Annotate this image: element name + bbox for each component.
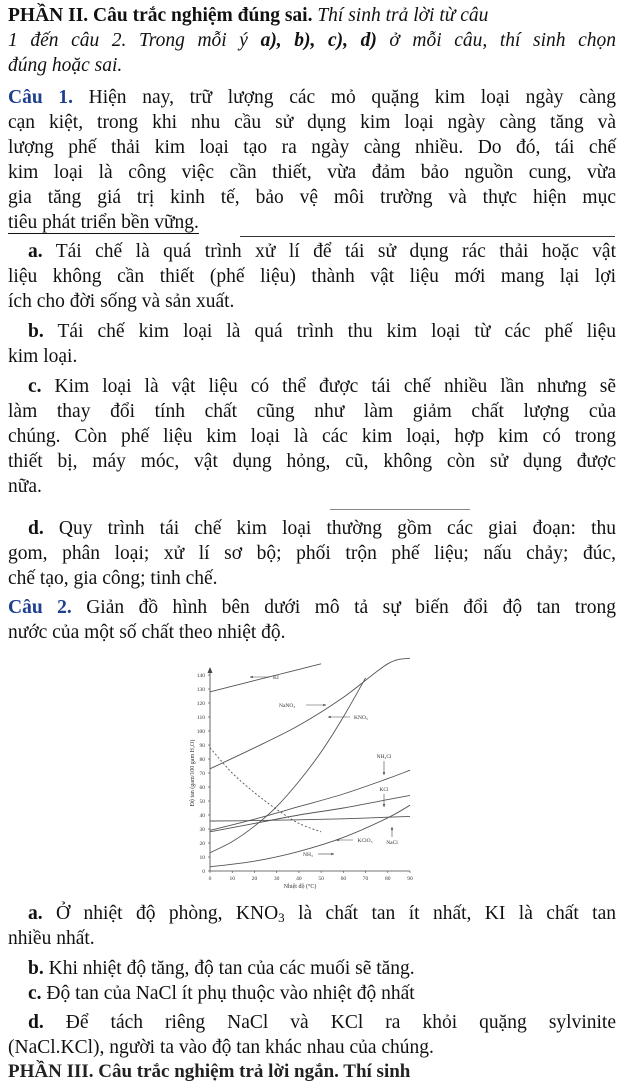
q1c-line-5: nữa. — [8, 476, 42, 497]
q2c-line — [28, 982, 616, 1006]
arrow-NaNO3-head — [323, 704, 326, 707]
x-tick-label: 20 — [251, 876, 258, 882]
x-axis-title: Nhiệt độ (°C) — [283, 884, 317, 890]
x-tick-label: 40 — [296, 876, 302, 882]
instruction-options: a), b), c), d) — [260, 30, 377, 51]
arrow-KI-head — [250, 676, 253, 679]
q2a-line-2: nhiều nhất. — [8, 928, 95, 949]
q2a-text-1: Ở nhiệt độ phòng, KNO — [42, 903, 279, 924]
x-tick-label: 60 — [340, 876, 347, 882]
q1-intro-line-5: gia tăng giá trị kinh tế, bảo vệ môi trường và thực hiện mục — [8, 187, 616, 208]
q1b-text-1: Tái chế kim loại là quá trình thu kim loại từ các phế liệu — [43, 321, 616, 342]
section-header-line-3: đúng hoặc sai. — [8, 55, 123, 76]
section-header-line-2 — [8, 29, 616, 53]
q1c-line-3: chúng. Còn phế liệu kim loại là các kim loại, hợp kim có trong — [8, 426, 616, 447]
instruction-text-end: ở mỗi câu, thí sinh chọn — [376, 30, 617, 51]
q2d-text-1: Để tách riêng NaCl và KCl ra khỏi quặng sylvinite — [43, 1012, 616, 1033]
cutoff-next-section — [8, 1061, 608, 1082]
arrow-NaCl-head — [391, 827, 394, 830]
y-tick-label: 80 — [199, 757, 205, 763]
q1-intro-line-2: cạn kiệt, trong khi nhu cầu sử dụng kim loại ngày càng tăng và — [8, 112, 616, 133]
solubility-chart — [178, 663, 418, 895]
label-NaCl: NaCl — [386, 840, 398, 846]
q2a-text-2: là chất tan ít nhất, KI là chất tan — [284, 903, 616, 924]
y-tick-label: 50 — [199, 799, 205, 805]
x-tick-label: 10 — [229, 876, 235, 882]
q1-intro-line-4: kim loại là công việc cần thiết, vừa đảm bảo nguồn cung, vừa — [8, 162, 616, 183]
q1a-text-1: Tái chế là quá trình xử lí để tái sử dụng rác thải hoặc vật — [42, 241, 616, 262]
y-tick-label: 70 — [199, 771, 205, 777]
series-line-KI — [210, 664, 321, 692]
q2c-text: Độ tan của NaCl ít phụ thuộc vào nhiệt độ nhất — [41, 983, 415, 1004]
q2-intro-text-1: Giản đồ hình bên dưới mô tả sự biến đổi độ tan trong — [71, 597, 616, 618]
y-tick-label: 110 — [196, 715, 205, 721]
q2a-line-1 — [28, 902, 616, 926]
q1-label: Câu 1. — [8, 87, 73, 108]
x-tick-label: 80 — [385, 876, 391, 882]
series-line-KCl — [210, 795, 410, 831]
q1b-line-2: kim loại. — [8, 346, 78, 367]
y-tick-label: 0 — [202, 869, 205, 875]
arrow-KCl-head — [383, 804, 386, 807]
x-tick-label: 90 — [407, 876, 413, 882]
series-line-NaCl — [210, 816, 410, 821]
y-tick-label: 10 — [199, 855, 205, 861]
q1d-text-1: Quy trình tái chế kim loại thường gồm các giai đoạn: thu — [43, 518, 616, 539]
instruction-text: 1 đến câu 2. Trong mỗi ý — [8, 30, 261, 51]
cutoff-text: PHẦN III. Câu trắc nghiệm trả lời ngắn. Thí sinh — [8, 1061, 411, 1082]
q2d-label: d. — [28, 1012, 44, 1033]
arrow-NH4Cl-head — [383, 772, 386, 775]
label-KNO3: KNO₃ — [354, 715, 368, 721]
q1b-label: b. — [28, 321, 44, 342]
q1c-line-1 — [28, 375, 616, 399]
x-tick-label: 50 — [318, 876, 324, 882]
label-KCl: KCl — [379, 787, 389, 793]
section-instruction: Thí sinh trả lời từ câu — [312, 5, 489, 26]
q2b-text: Khi nhiệt độ tăng, độ tan của các muối sẽ tăng. — [43, 958, 415, 979]
q1a-line-3: ích cho đời sống và sản xuất. — [8, 291, 235, 312]
label-KClO3: KClO₃ — [357, 838, 373, 844]
arrow-KNO3-head — [328, 716, 331, 719]
y-tick-label: 30 — [199, 827, 205, 833]
q2b-line — [28, 957, 616, 981]
q1a-line-1 — [28, 240, 616, 264]
q2a-subscript: 3 — [278, 910, 285, 925]
q2d-line-2: (NaCl.KCl), người ta vào độ tan khác nhau của chúng. — [8, 1037, 434, 1058]
q2d-line-1 — [28, 1011, 616, 1035]
q1d-label: d. — [28, 518, 44, 539]
y-tick-label: 90 — [199, 743, 205, 749]
label-NH4Cl: NH₄Cl — [376, 754, 392, 760]
y-axis-title: Độ tan (gam/100 gam H₂O) — [190, 739, 196, 807]
arrow-KClO3-head — [336, 839, 339, 842]
q1b-line-1 — [28, 320, 616, 344]
q1c-text-1: Kim loại là vật liệu có thể được tái chế nhiều lần nhưng sẽ — [41, 376, 616, 397]
y-tick-label: 20 — [199, 841, 205, 847]
y-tick-label: 120 — [196, 701, 205, 707]
q1-intro-line-1 — [8, 86, 616, 110]
q1-intro-line-6 — [8, 211, 616, 235]
x-tick-label: 70 — [362, 876, 369, 882]
x-tick-label: 30 — [273, 876, 280, 882]
q1-intro-line-3: lượng phế thải kim loại tạo ra ngày càng nhiều. Do đó, tái chế — [8, 137, 616, 158]
q1d-line-1 — [28, 517, 616, 541]
y-axis-arrow — [208, 667, 213, 673]
q1c-label: c. — [28, 376, 42, 397]
short-divider — [330, 509, 470, 510]
q2-intro-line-2: nước của một số chất theo nhiệt độ. — [8, 622, 286, 643]
label-NaNO3: NaNO₃ — [279, 703, 296, 709]
arrow-NH3-head — [331, 853, 334, 856]
q1-intro-text-1: Hiện nay, trữ lượng các mỏ quặng kim loại ngày càng — [72, 87, 616, 108]
x-tick-label: 0 — [208, 876, 212, 882]
series-line-NH₃ — [210, 748, 321, 832]
y-tick-label: 60 — [199, 785, 205, 791]
q1a-line-2: liệu không cần thiết (phế liệu) thành vật liệu mới mang lại lợi — [8, 266, 616, 287]
divider-line — [240, 236, 615, 237]
label-NH3: NH₃ — [303, 852, 313, 858]
q2-label: Câu 2. — [8, 597, 72, 618]
q1c-line-4: thiết bị, máy móc, vật dụng hỏng, cũ, không còn sử dụng được — [8, 451, 616, 472]
y-tick-label: 140 — [196, 673, 205, 679]
label-KI: KI — [273, 675, 279, 681]
y-tick-label: 100 — [196, 729, 205, 735]
section-header-line-1 — [8, 4, 616, 28]
y-tick-label: 40 — [199, 813, 205, 819]
q1-intro-text-6: tiêu phát triển bền vững. — [8, 212, 199, 233]
q1d-line-3: chế tạo, gia công; tinh chế. — [8, 568, 218, 589]
q2b-label: b. — [28, 958, 44, 979]
q2c-label: c. — [28, 983, 42, 1004]
series-line-NaNO₃ — [210, 658, 410, 769]
q2-intro-line-1 — [8, 596, 616, 620]
q1a-label: a. — [28, 241, 43, 262]
q2a-label: a. — [28, 903, 43, 924]
section-title: PHẦN II. Câu trắc nghiệm đúng sai. — [8, 5, 313, 26]
y-tick-label: 130 — [196, 687, 205, 693]
q1d-line-2: gom, phân loại; xử lí sơ bộ; phối trộn phế liệu; nấu chảy; đúc, — [8, 543, 616, 564]
q1c-line-2: làm thay đổi tính chất cũng như làm giảm chất lượng của — [8, 401, 616, 422]
